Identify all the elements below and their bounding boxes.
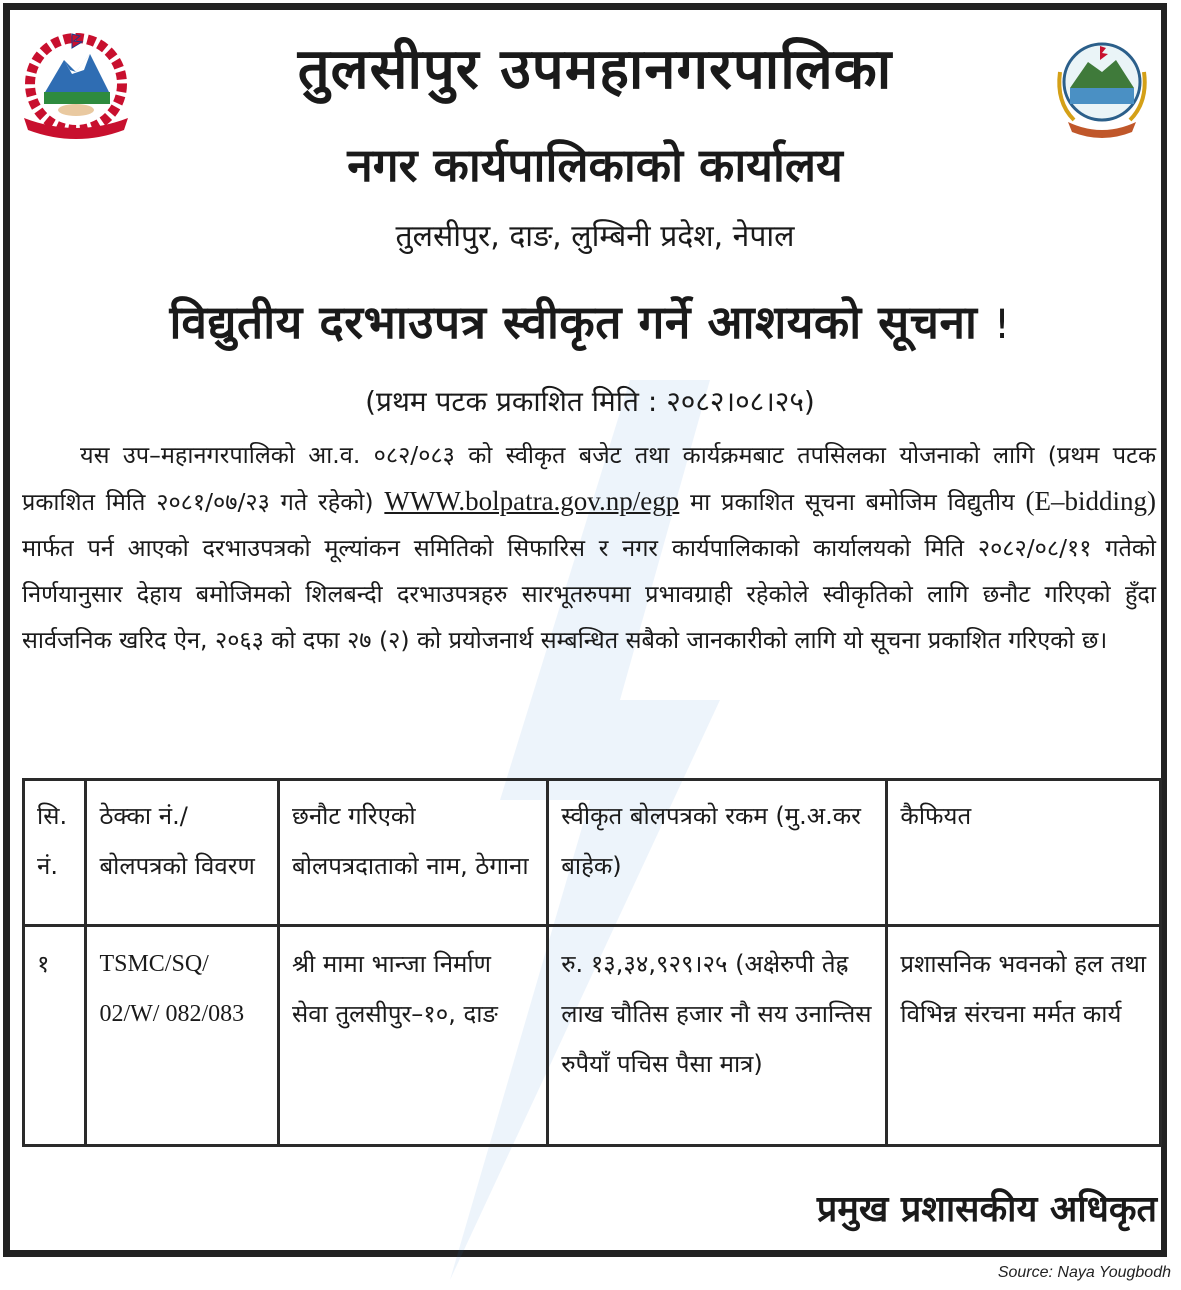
nepal-emblem-icon xyxy=(14,30,138,140)
cell-serial-no: १ xyxy=(24,926,86,1146)
cell-bidder: श्री मामा भान्जा निर्माण सेवा तुलसीपुर–१०, दाङ xyxy=(279,926,548,1146)
address: तुलसीपुर, दाङ, लुम्बिनी प्रदेश, नेपाल xyxy=(395,219,795,254)
cell-amount: रु. १३,३४,९२९।२५ (अक्षेरुपी तेह्र लाख चौतिस हजार नौ सय उनान्तिस रुपैयाँ पचिस पैसा मात्र) xyxy=(548,926,887,1146)
ebidding-text: (E–bidding) xyxy=(1025,486,1156,516)
award-table xyxy=(22,778,1162,1147)
table-header-row xyxy=(24,780,1161,926)
office-name: नगर कार्यपालिकाको कार्यालय xyxy=(347,138,843,192)
municipality-logo-icon xyxy=(1052,32,1152,142)
source-credit: Source: Naya Yougbodh xyxy=(997,1264,1171,1281)
header-bidder: छनौट गरिएको बोलपत्रदाताको नाम, ठेगाना xyxy=(279,780,548,926)
notice-body xyxy=(22,432,1156,663)
body-part-1: यस उप–महानगरपालिको आ.व. ०८२/०८३ को स्वीकृत बजेट तथा कार्यक्रमबाट तपसिलका योजनाको लागि (प्रथम पटक प्रकाशित मिति २०८१/०७/२३ गते रहेको) xyxy=(22,441,1156,516)
signatory: प्रमुख प्रशासकीय अधिकृत xyxy=(816,1189,1157,1230)
body-part-3: मार्फत पर्न आएको दरभाउपत्रको मूल्यांकन समितिको सिफारिस र नगर कार्यपालिकाको कार्यालयको मिति २०८२/०८/११ गतेको निर्णयानुसार देहाय बमोजिमको शिलबन्दी दरभाउपत्रहरु सारभूतरुपमा प्रभावग्राही रहेकोले स्वीकृतिको लागि छनौट गरिएको हुँदा सार्वजनिक खरिद ऐन, २०६३ को दफा २७ (२) को प्रयोजनार्थ सम्बन्धित सबैको जानकारीको लागि यो सूचना प्रकाशित गरिएको छ। xyxy=(22,534,1156,654)
headline-text: विद्युतीय दरभाउपत्र स्वीकृत गर्ने आशयको सूचना xyxy=(169,295,978,349)
publication-date: (प्रथम पटक प्रकाशित मिति : २०८२।०८।२५) xyxy=(365,385,815,418)
notice-headline xyxy=(20,282,1160,365)
header-amount: स्वीकृत बोलपत्रको रकम (मु.अ.कर बाहेक) xyxy=(548,780,887,926)
cell-remarks: प्रशासनिक भवनको हल तथा विभिन्न संरचना मर्मत कार्य xyxy=(887,926,1161,1146)
headline-mark: ! xyxy=(993,302,1011,348)
bolpatra-link[interactable]: WWW.bolpatra.gov.np/egp xyxy=(384,486,680,516)
header-contract-no: ठेक्का नं./ बोलपत्रको विवरण xyxy=(86,780,279,926)
municipality-name: तुलसीपुर उपमहानगरपालिका xyxy=(297,37,893,102)
cell-contract-no: TSMC/SQ/ 02/W/ 082/083 xyxy=(86,926,279,1146)
body-part-2: मा प्रकाशित सूचना बमोजिम विद्युतीय xyxy=(679,488,1026,516)
header-serial-no: सि. नं. xyxy=(24,780,86,926)
table-row xyxy=(24,926,1161,1146)
header-remarks: कैफियत xyxy=(887,780,1161,926)
